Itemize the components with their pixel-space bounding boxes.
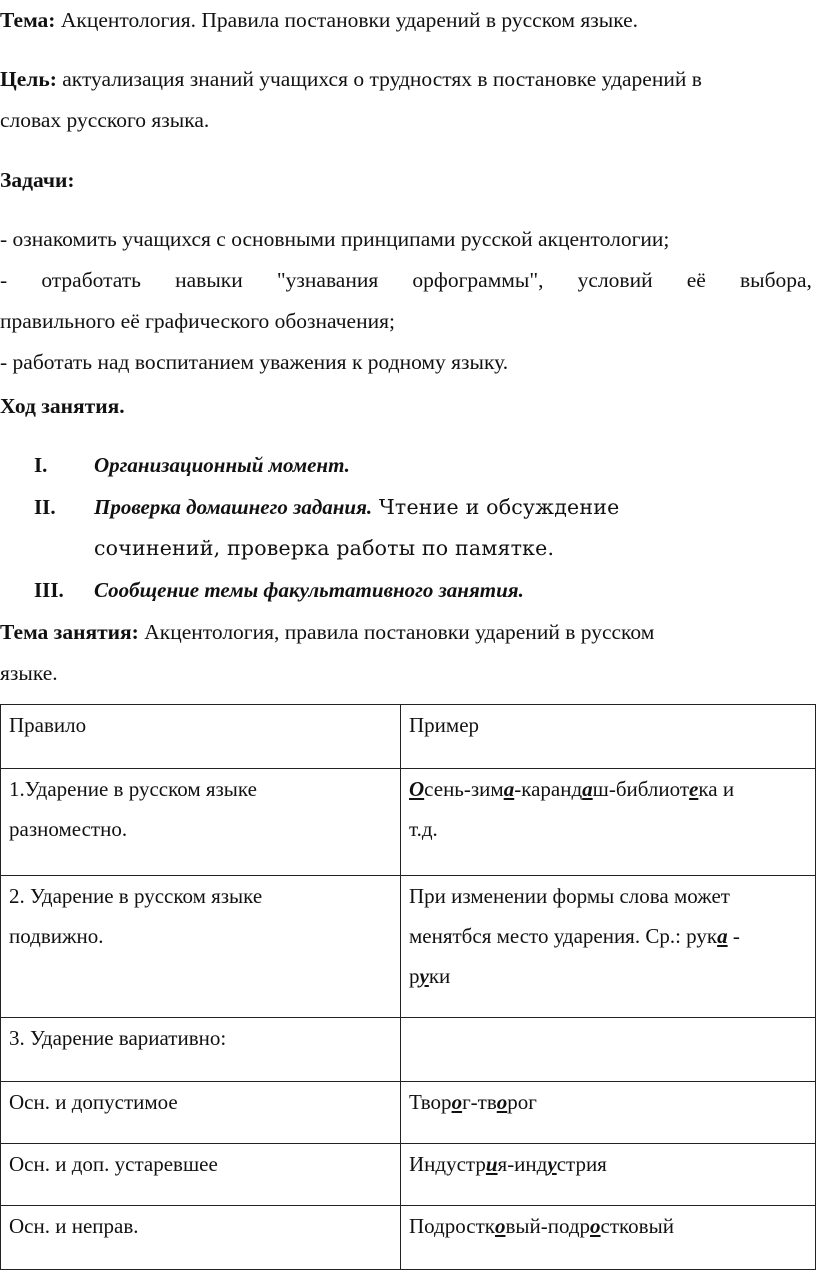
lesson-topic-line [0, 620, 654, 644]
task-word: отработать [41, 268, 141, 292]
example-text: ка и [698, 777, 735, 801]
header-cell-rule: Правило [1, 705, 401, 769]
goal-text: актуализация знаний учащихся о трудностях в постановке ударений в [62, 67, 702, 91]
stressed-vowel: у [547, 1152, 557, 1176]
example-text: Индустр [409, 1152, 486, 1176]
example-line: т.д. [409, 817, 438, 841]
topic-text: Акцентология. Правила постановки ударений в русском языке. [60, 8, 639, 32]
rule-cell: Осн. и доп. устаревшее [1, 1144, 401, 1206]
table-row [1, 1206, 816, 1270]
example-text: Твор [409, 1090, 452, 1114]
rules-table [0, 704, 816, 1270]
example-cell [401, 769, 816, 876]
step-text: Чтение и обсуждение [372, 495, 620, 519]
lesson-topic-text: Акцентология, правила постановки ударений в русском [138, 620, 655, 644]
step-title: Организационный момент. [94, 453, 350, 477]
example-cell [401, 1206, 816, 1270]
example-text: Подростк [409, 1214, 495, 1238]
stressed-vowel: у [419, 964, 429, 988]
task-word: условий [577, 268, 653, 292]
step-number-3: III. [34, 578, 64, 602]
stressed-vowel: а [717, 924, 728, 948]
stressed-vowel: а [582, 777, 593, 801]
stressed-vowel: е [689, 777, 699, 801]
task-word: выбора, [739, 268, 812, 292]
step-title: Проверка домашнего задания. [94, 495, 373, 519]
task-word: её [686, 268, 706, 292]
table-row [1, 1082, 816, 1144]
stressed-vowel: а [503, 777, 515, 801]
step-1 [94, 453, 350, 478]
example-cell [401, 876, 816, 1018]
example-text: -каранд [514, 777, 583, 801]
example-text: г-тв [462, 1090, 497, 1114]
step-2-cont: сочинений, проверка работы по памятке. [94, 536, 555, 560]
step-title: Сообщение темы факультативного занятия. [94, 578, 524, 602]
step-number-2: II. [34, 495, 56, 519]
table-row [1, 1018, 816, 1082]
rule-line: 1.Ударение в русском языке [9, 777, 257, 801]
table-row [1, 769, 816, 876]
example-text: р [409, 964, 420, 988]
stressed-vowel: о [590, 1214, 601, 1238]
example-cell [401, 1144, 816, 1206]
tasks-label: Задачи: [0, 168, 75, 192]
stressed-vowel: и [485, 1152, 498, 1176]
rule-line: 2. Ударение в русском языке [9, 884, 263, 908]
table-row [1, 876, 816, 1018]
example-text: ки [428, 964, 451, 988]
task-item-2 [0, 268, 812, 292]
lesson-topic-line-2: языке. [0, 661, 58, 685]
example-text: стковый [600, 1214, 674, 1238]
rule-line: подвижно. [9, 924, 104, 948]
example-text: вый-подр [505, 1214, 591, 1238]
task-item-1: - ознакомить учащихся с основными принципами русской акцентологии; [0, 227, 670, 251]
topic-label: Тема: [0, 8, 56, 32]
goal-line [0, 67, 702, 91]
example-text: менятбся место ударения. Ср.: рук [409, 924, 718, 948]
example-text: ш-библиот [592, 777, 690, 801]
rule-cell [1, 769, 401, 876]
example-line: При изменении формы слова может [409, 884, 730, 908]
example-text: сень-зим [424, 777, 504, 801]
example-text: рог [507, 1090, 537, 1114]
example-text: я-инд [497, 1152, 548, 1176]
lesson-course-label: Ход занятия. [0, 394, 125, 418]
lesson-topic-label: Тема занятия: [0, 620, 139, 644]
stressed-vowel: о [496, 1090, 508, 1114]
topic-line [0, 8, 638, 32]
example-line [409, 956, 807, 996]
rule-cell [1, 876, 401, 1018]
task-word: - [0, 268, 8, 292]
stressed-vowel: о [494, 1214, 506, 1238]
step-3 [94, 578, 524, 603]
example-cell [401, 1082, 816, 1144]
table-header-row [1, 705, 816, 769]
example-text: стрия [556, 1152, 607, 1176]
rule-cell: 3. Ударение вариативно: [1, 1018, 401, 1082]
example-line [409, 916, 807, 956]
goal-label: Цель: [0, 67, 57, 91]
task-word: "узнавания [276, 268, 379, 292]
rule-line: разноместно. [9, 817, 128, 841]
stressed-vowel: о [451, 1090, 463, 1114]
goal-line-2: словах русского языка. [0, 108, 210, 132]
task-word: орфограммы", [412, 268, 544, 292]
task-word: навыки [175, 268, 243, 292]
rule-cell: Осн. и неправ. [1, 1206, 401, 1270]
task-item-2-cont: правильного её графического обозначения; [0, 309, 395, 333]
task-item-3: - работать над воспитанием уважения к родному языку. [0, 350, 509, 374]
table-row [1, 1144, 816, 1206]
step-number-1: I. [34, 453, 48, 477]
rule-cell: Осн. и допустимое [1, 1082, 401, 1144]
header-cell-example: Пример [401, 705, 816, 769]
stressed-vowel: О [409, 777, 425, 801]
example-line [409, 769, 807, 809]
step-2 [94, 495, 619, 520]
example-cell [401, 1018, 816, 1082]
example-text: - [727, 924, 740, 948]
